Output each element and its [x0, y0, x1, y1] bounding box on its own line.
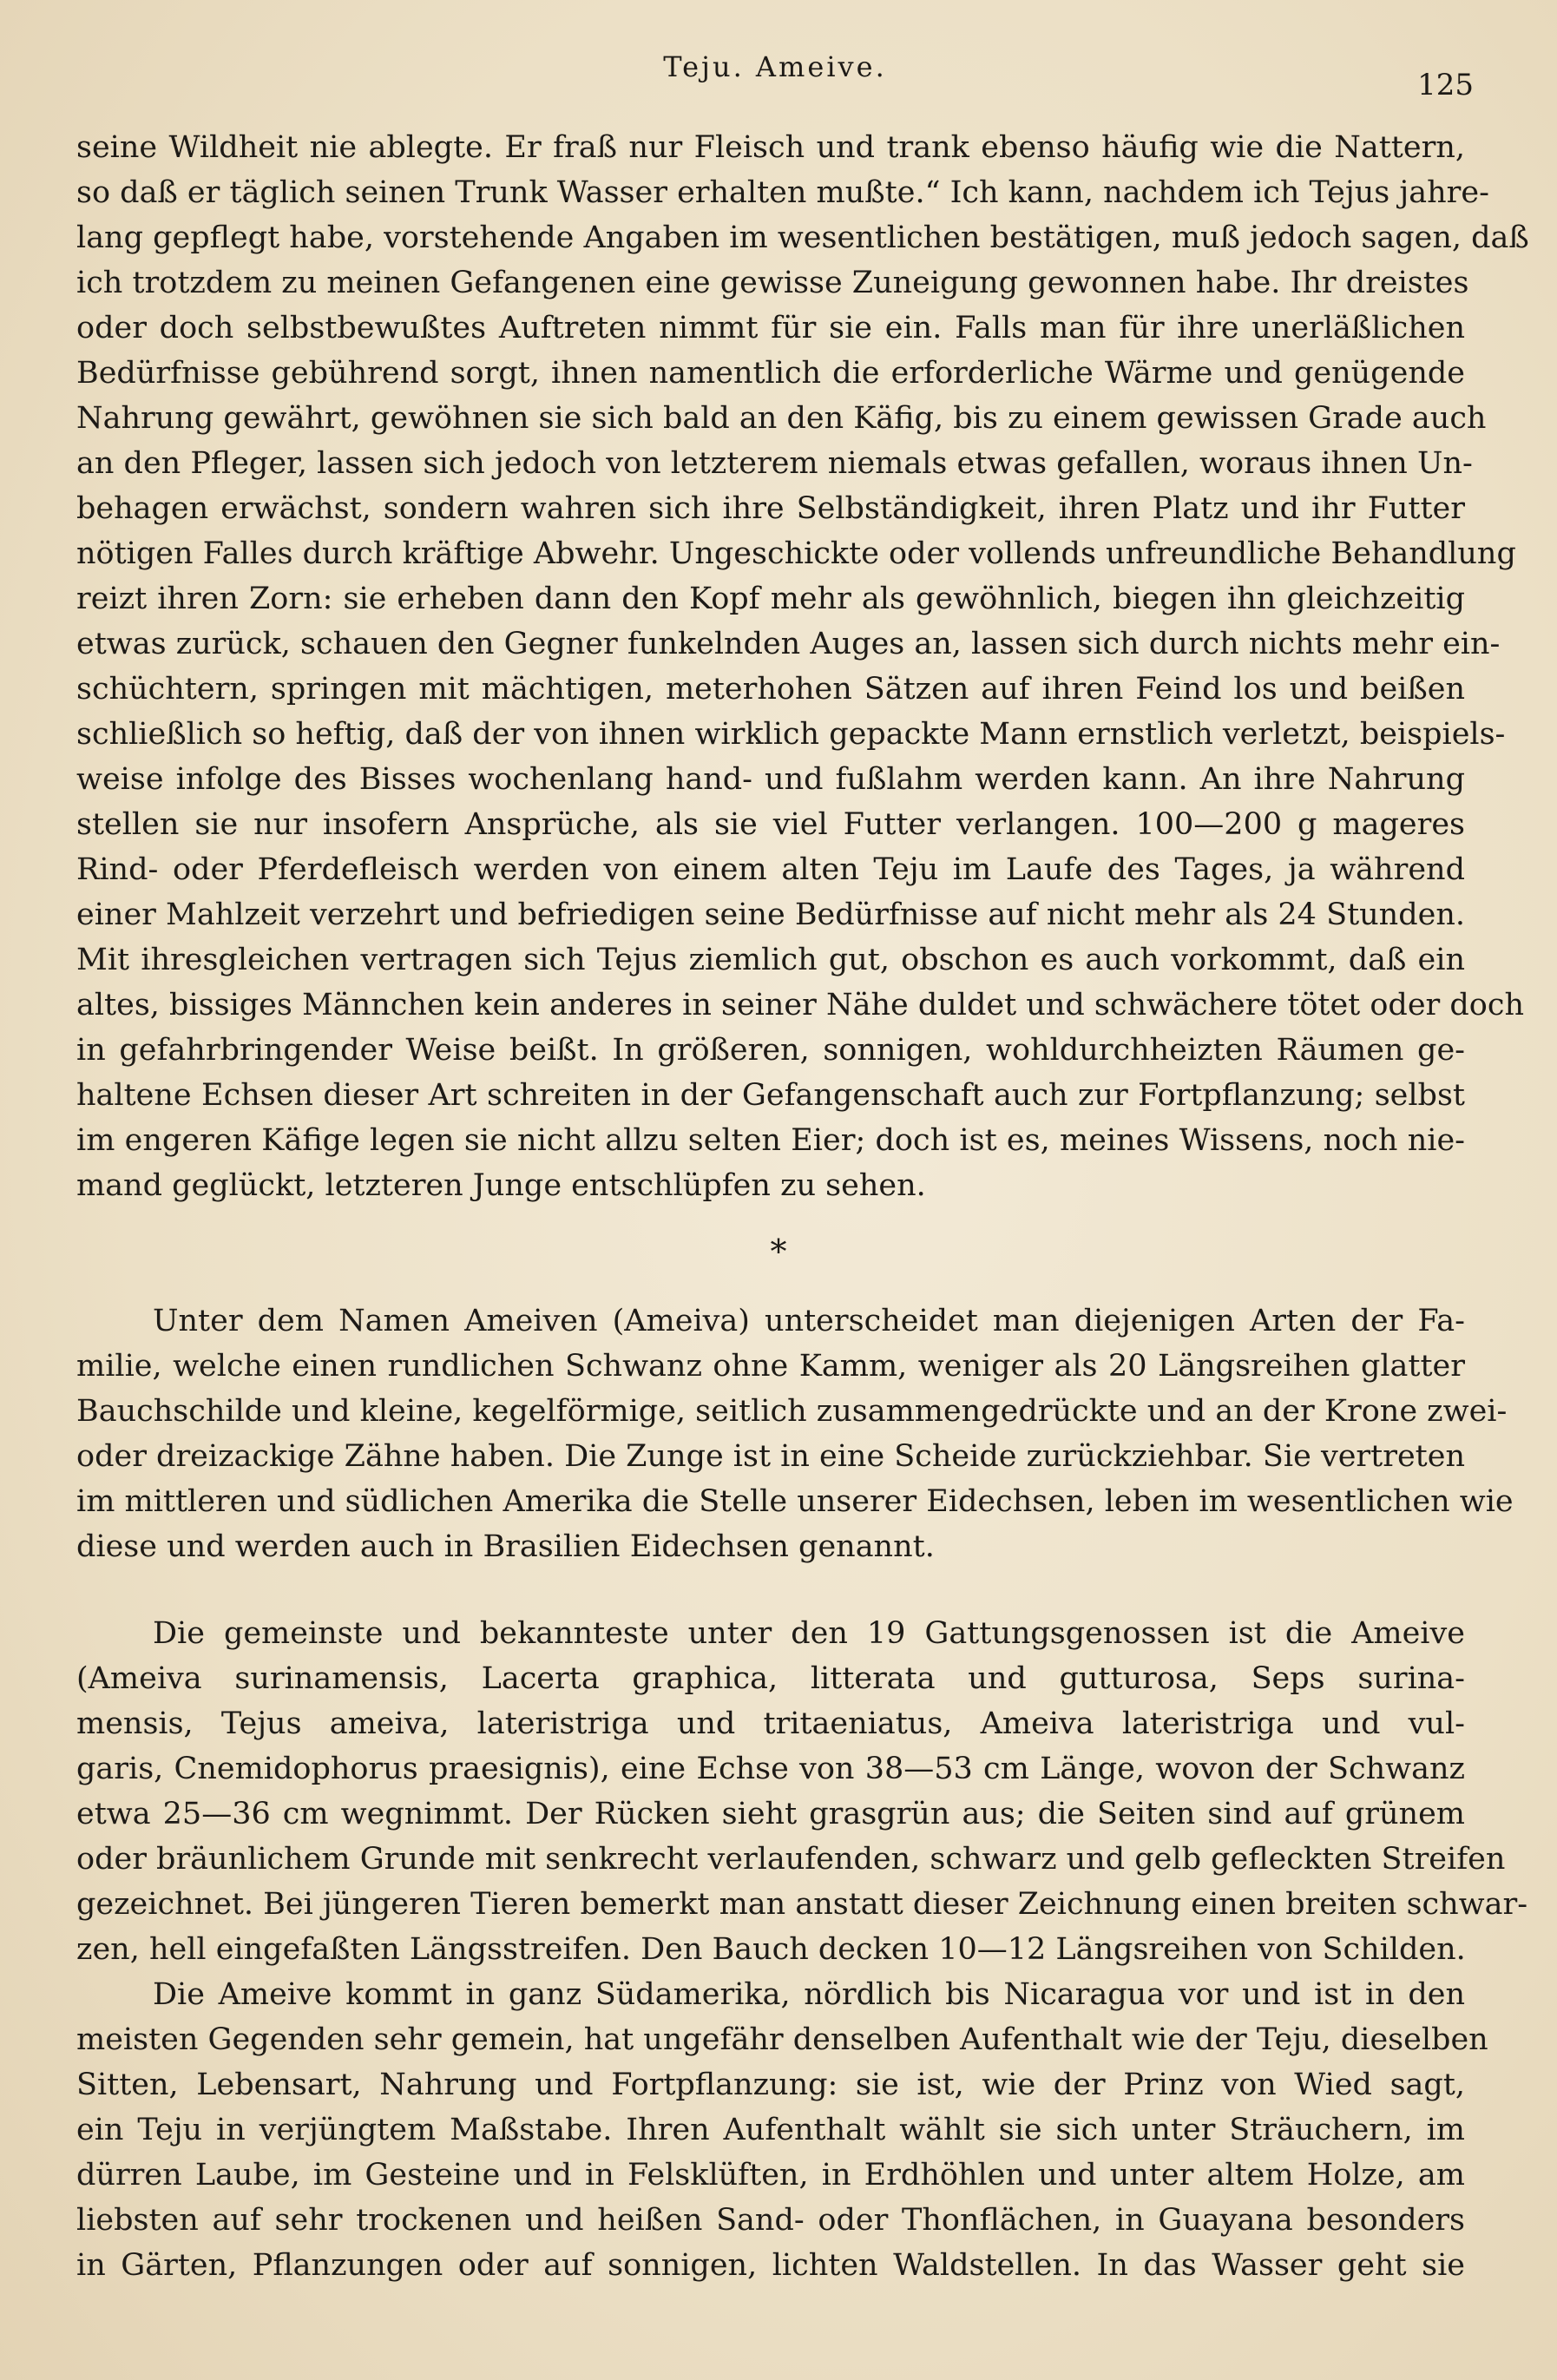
text-line: Die gemeinste und bekannteste unter den 19 Gattungsgenossen ist die Ameive: [153, 1616, 1465, 1651]
text-line: gezeichnet. Bei jüngeren Tieren bemerkt man anstatt dieser Zeichnung einen breiten schwar-: [76, 1887, 1528, 1922]
text-line: etwa 25—36 cm wegnimmt. Der Rücken sieht grasgrün aus; die Seiten sind auf grünem: [76, 1797, 1465, 1831]
text-line: Mit ihresgleichen vertragen sich Tejus ziemlich gut, obschon es auch vorkommt, daß ein: [76, 943, 1465, 977]
text-line: oder doch selbstbewußtes Auftreten nimmt für sie ein. Falls man für ihre unerläßlichen: [76, 311, 1465, 345]
text-line: behagen erwächst, sondern wahren sich ihre Selbständigkeit, ihren Platz und ihr Futter: [76, 491, 1465, 526]
text-line: Sitten, Lebensart, Nahrung und Fortpflanzung: sie ist, wie der Prinz von Wied sagt,: [76, 2068, 1465, 2102]
text-line: ein Teju in verjüngtem Maßstabe. Ihren Aufenthalt wählt sie sich unter Sträuchern, im: [76, 2113, 1465, 2147]
page-number: 125: [1417, 68, 1474, 102]
text-line: diese und werden auch in Brasilien Eidechsen genannt.: [76, 1529, 935, 1564]
text-line: (Ameiva surinamensis, Lacerta graphica, litterata und gutturosa, Seps surina-: [76, 1661, 1465, 1696]
text-line: altes, bissiges Männchen kein anderes in seiner Nähe duldet und schwächere tötet oder doch: [76, 988, 1525, 1022]
text-line: Nahrung gewährt, gewöhnen sie sich bald an den Käfig, bis zu einem gewissen Grade auch: [76, 401, 1487, 436]
text-line: reizt ihren Zorn: sie erheben dann den Kopf mehr als gewöhnlich, biegen ihn gleichzeitig: [76, 582, 1465, 616]
text-line: garis, Cnemidophorus praesignis), eine Echse von 38—53 cm Länge, wovon der Schwanz: [76, 1752, 1465, 1786]
text-line: haltene Echsen dieser Art schreiten in der Gefangenschaft auch zur Fortpflanzung; selbst: [76, 1078, 1465, 1113]
text-line: einer Mahlzeit verzehrt und befriedigen seine Bedürfnisse auf nicht mehr als 24 Stunden.: [76, 897, 1465, 932]
text-line: mand geglückt, letzteren Junge entschlüpfen zu sehen.: [76, 1168, 926, 1203]
text-line: mensis, Tejus ameiva, lateristriga und tritaeniatus, Ameiva lateristriga und vul-: [76, 1706, 1465, 1741]
text-line: ich trotzdem zu meinen Gefangenen eine gewisse Zuneigung gewonnen habe. Ihr dreistes: [76, 266, 1469, 300]
text-line: etwas zurück, schauen den Gegner funkelnden Auges an, lassen sich durch nichts mehr ein-: [76, 627, 1501, 661]
text-line: schließlich so heftig, daß der von ihnen wirklich gepackte Mann ernstlich verletzt, beispiels-: [76, 717, 1506, 752]
text-line: oder dreizackige Zähne haben. Die Zunge ist in eine Scheide zurückziehbar. Sie vertreten: [76, 1439, 1465, 1474]
text-line: im engeren Käfige legen sie nicht allzu selten Eier; doch ist es, meines Wissens, noch nie-: [76, 1123, 1465, 1158]
text-line: seine Wildheit nie ablegte. Er fraß nur Fleisch und trank ebenso häufig wie die Nattern,: [76, 130, 1465, 165]
text-line: stellen sie nur insofern Ansprüche, als sie viel Futter verlangen. 100—200 g mageres: [76, 807, 1465, 842]
text-line: dürren Laube, im Gesteine und in Felsklüften, in Erdhöhlen und unter altem Holze, am: [76, 2158, 1465, 2193]
text-line: an den Pfleger, lassen sich jedoch von letzterem niemals etwas gefallen, woraus ihnen Un-: [76, 446, 1473, 481]
text-line: im mittleren und südlichen Amerika die Stelle unserer Eidechsen, leben im wesentlichen wie: [76, 1484, 1514, 1519]
text-line: zen, hell eingefaßten Längsstreifen. Den Bauch decken 10—12 Längsreihen von Schilden.: [76, 1932, 1466, 1967]
text-line: Unter dem Namen Ameiven (Ameiva) unterscheidet man diejenigen Arten der Fa-: [153, 1304, 1465, 1338]
text-line: oder bräunlichem Grunde mit senkrecht verlaufenden, schwarz und gelb gefleckten Streifen: [76, 1842, 1506, 1877]
text-line: Rind- oder Pferdefleisch werden von einem alten Teju im Laufe des Tages, ja während: [76, 852, 1465, 887]
text-line: Die Ameive kommt in ganz Südamerika, nördlich bis Nicaragua vor und ist in den: [153, 1977, 1465, 2012]
text-line: in Gärten, Pflanzungen oder auf sonnigen, lichten Waldstellen. In das Wasser geht sie: [76, 2248, 1465, 2283]
section-separator: *: [770, 1233, 787, 1271]
text-line: lang gepflegt habe, vorstehende Angaben im wesentlichen bestätigen, muß jedoch sagen, daß: [76, 220, 1529, 255]
text-line: nötigen Falles durch kräftige Abwehr. Ungeschickte oder vollends unfreundliche Behandlung: [76, 536, 1516, 571]
page-header: [76, 50, 1474, 102]
text-line: milie, welche einen rundlichen Schwanz ohne Kamm, weniger als 20 Längsreihen glatter: [76, 1349, 1465, 1384]
text-line: meisten Gegenden sehr gemein, hat ungefähr denselben Aufenthalt wie der Teju, dieselben: [76, 2022, 1488, 2057]
text-line: so daß er täglich seinen Trunk Wasser erhalten mußte.“ Ich kann, nachdem ich Tejus jahre-: [76, 175, 1489, 210]
text-line: schüchtern, springen mit mächtigen, meterhohen Sätzen auf ihren Feind los und beißen: [76, 672, 1465, 707]
text-line: in gefahrbringender Weise beißt. In größeren, sonnigen, wohldurchheizten Räumen ge-: [76, 1033, 1465, 1068]
text-line: weise infolge des Bisses wochenlang hand- und fußlahm werden kann. An ihre Nahrung: [76, 762, 1465, 797]
text-line: Bedürfnisse gebührend sorgt, ihnen namentlich die erforderliche Wärme und genügende: [76, 356, 1465, 391]
text-line: Bauchschilde und kleine, kegelförmige, seitlich zusammengedrückte und an der Krone zwei-: [76, 1394, 1508, 1429]
running-title: Teju. Ameive.: [663, 50, 887, 83]
text-line: liebsten auf sehr trockenen und heißen Sand- oder Thonflächen, in Guayana besonders: [76, 2203, 1465, 2238]
